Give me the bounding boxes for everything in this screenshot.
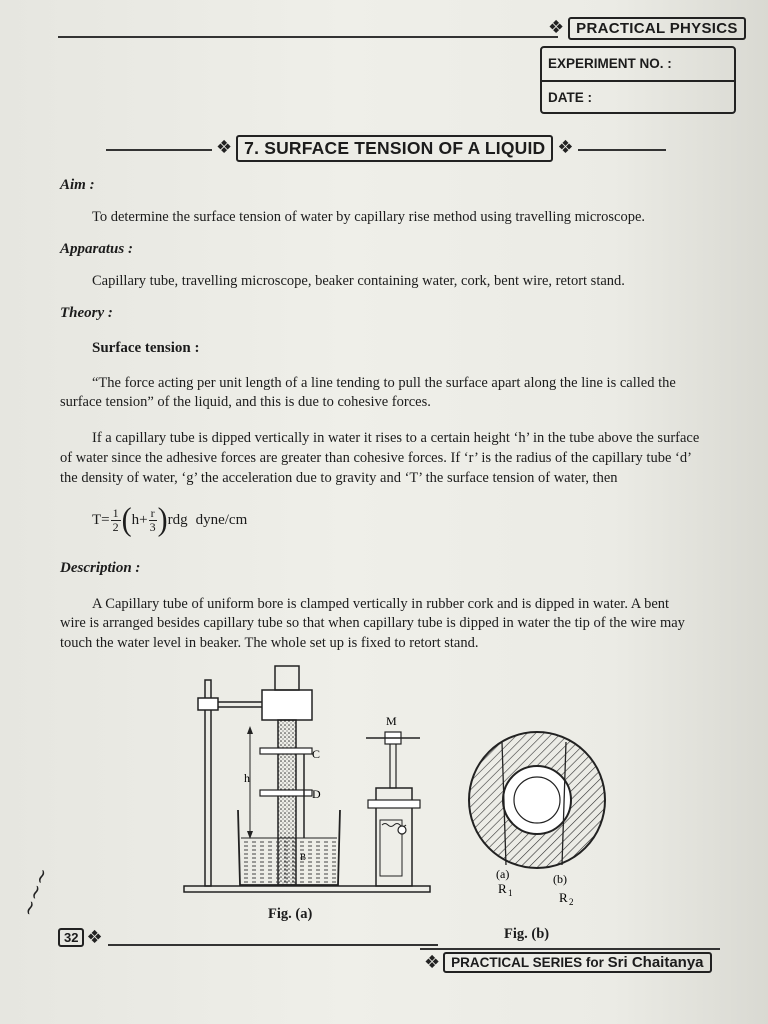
svg-text:1: 1 [508,888,513,898]
formula-rdg: rdg [167,511,188,528]
figure-a-apparatus [180,660,450,910]
description-line: touch the water level in beaker. The whole set up is fixed to retort stand. [60,635,479,651]
fraction-r-third: $\frac{r}{3}$ [149,505,156,534]
label-a: (a) [496,867,510,881]
page-title: 7. SURFACE TENSION OF A LIQUID [236,135,553,162]
theory-paragraph-line: the density of water, ‘g’ the acceleration due to gravity and ‘T’ the surface tension of water, then [60,470,618,486]
surface-tension-subheading: Surface tension : [92,340,200,356]
label-D: D [312,787,321,801]
rubber-cork [262,690,312,720]
retort-stand-rod [205,680,211,886]
aim-heading: Aim : [60,177,95,193]
water [241,838,337,884]
knot-ornament-icon: ❖ [424,951,441,973]
label-R2: R [559,890,568,905]
page-number [58,928,103,947]
description-line: wire is arranged besides capillary tube so that when capillary tube is dipped in water the tip of the wire may [60,615,685,631]
handwritten-mark: ~~~ [15,864,56,920]
knot-ornament-icon: ❖ [548,17,565,38]
knot-ornament-icon: ❖ [86,926,103,948]
figure-b-caption: Fig. (b) [504,926,550,942]
series-tag [548,14,738,42]
title-banner [212,132,578,164]
apparatus-heading: Apparatus : [60,241,133,257]
knot-ornament-icon: ❖ [216,137,233,158]
label-R1: R [498,881,507,896]
brand-name: Sri Chaitanya [607,954,704,971]
figure-a-caption: Fig. (a) [268,906,313,922]
header-rule [58,36,558,38]
label-M: M [386,714,397,728]
footer-rule [108,944,438,946]
figure-b-cross-section [462,730,612,910]
fraction-half: $\frac{1}{2}$ [112,505,119,534]
formula-h-term: h+ [131,511,148,528]
formula-lhs: T= [92,511,110,528]
aim-text: To determine the surface tension of water by capillary rise method using travelling microscope. [92,209,646,225]
label-B: B [300,852,307,862]
definition-line: surface tension” of the liquid, and this is due to cohesive forces. [60,394,431,410]
description-heading: Description : [60,560,141,576]
date-field: DATE : [542,80,734,114]
description-line: A Capillary tube of uniform bore is clamped vertically in rubber cork and is dipped in water. A bent [92,596,670,612]
formula-unit: dyne/cm [195,511,248,528]
experiment-box [540,46,736,114]
label-h: h [244,771,250,785]
theory-paragraph-line: of water since the adhesive forces are greater than cohesive forces. If ‘r’ is the radius of the capillary tube ‘d’ [60,450,692,466]
surface-tension-formula: T= $\frac{1}{2}$ ( h+ $\frac{r}{3}$ ) rdg dyne/cm [92,501,248,538]
page-number-label: 32 [58,928,84,947]
knot-ornament-icon: ❖ [557,137,574,158]
svg-text:2: 2 [569,897,574,907]
label-b: (b) [553,872,567,886]
footer-series-tag [424,952,712,973]
series-tag-label: PRACTICAL PHYSICS [568,17,746,40]
footer-series-label: PRACTICAL SERIES for Sri Chaitanya [443,952,711,973]
experiment-number-field: EXPERIMENT NO. : [548,56,672,71]
theory-paragraph-line: If a capillary tube is dipped vertically in water it rises to a certain height ‘h’ in the tube above the surface [92,430,700,446]
label-C: C [312,747,321,761]
definition-line: “The force acting per unit length of a line tending to pull the surface apart along the line is called the [92,375,676,391]
apparatus-text: Capillary tube, travelling microscope, beaker containing water, cork, bent wire, retort stand. [92,273,625,289]
theory-heading: Theory : [60,305,113,321]
footer-rule [420,948,720,950]
base-plate [184,886,430,892]
